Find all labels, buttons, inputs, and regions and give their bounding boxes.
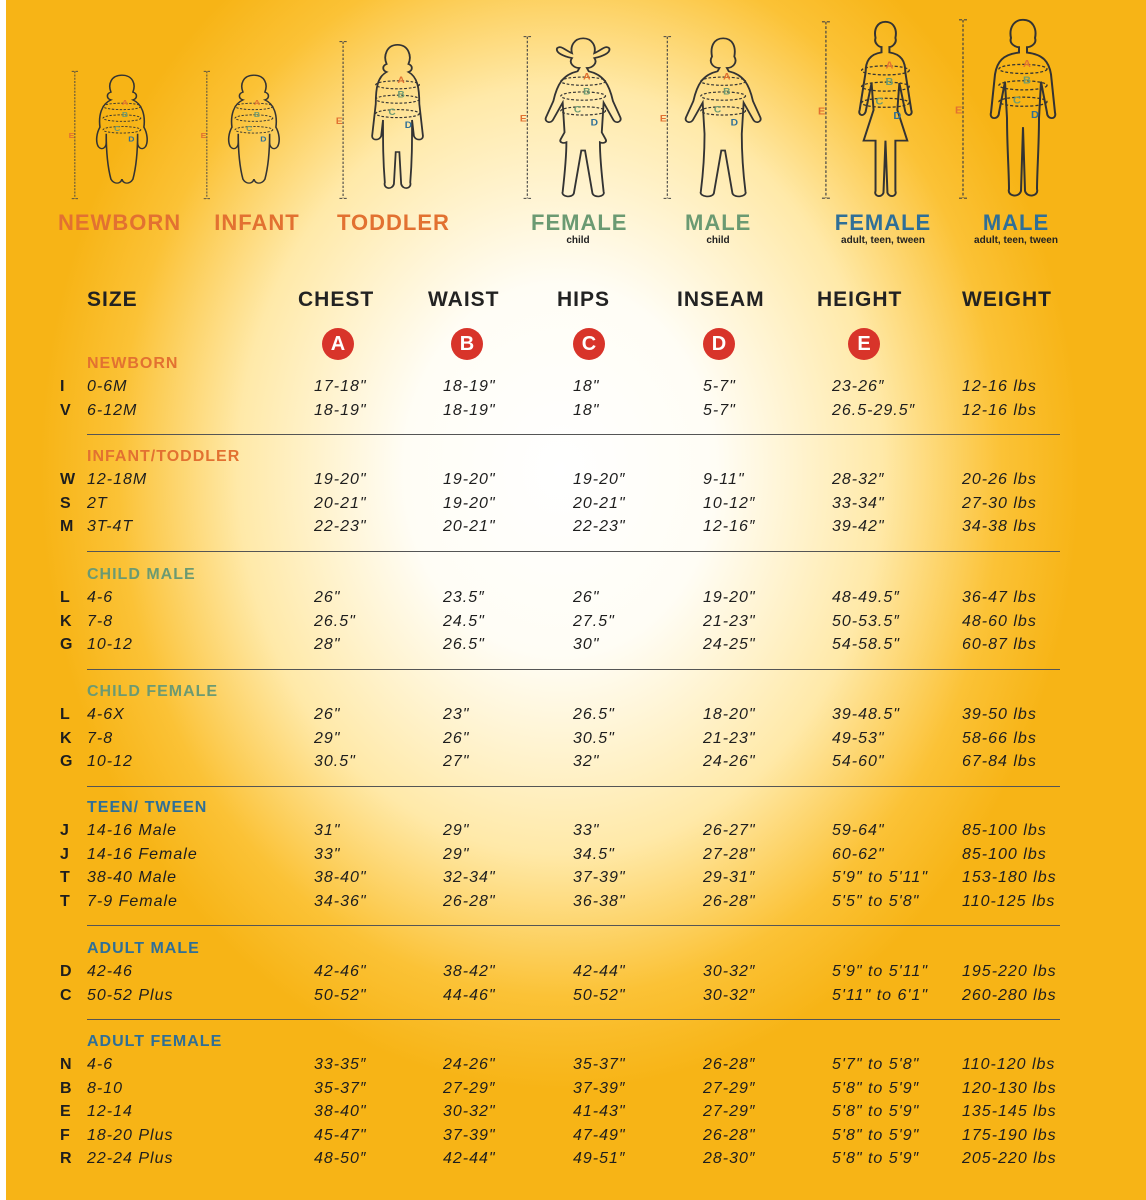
- cell-inseam: 5-7": [703, 401, 736, 419]
- table-row: [0, 471, 1146, 493]
- row-code: R: [60, 1150, 72, 1167]
- measure-letter-d: D: [590, 118, 598, 129]
- cell-size: 6-12M: [87, 401, 138, 419]
- cell-size: 50-52 Plus: [87, 986, 174, 1004]
- cell-waist: 32-34": [443, 869, 496, 886]
- cell-height: 5'8" to 5'9″: [832, 1079, 920, 1097]
- cell-chest: 34-36": [314, 892, 367, 910]
- hip-band: [103, 124, 141, 134]
- male_adult-label: MALE: [982, 210, 1050, 235]
- header-weight: WEIGHT: [962, 288, 1052, 311]
- section-title: NEWBORN: [87, 355, 179, 372]
- cell-hips: 18": [573, 378, 600, 395]
- cell-chest: 26": [314, 589, 341, 606]
- measure-letter-c: C: [114, 124, 121, 133]
- measure-letter-e: E: [955, 104, 963, 117]
- cell-hips: 19-20″: [573, 471, 626, 488]
- male_adult-sublabel: adult, teen, tween: [974, 235, 1058, 246]
- cell-height: 5'11" to 6'1": [832, 986, 929, 1004]
- cell-waist: 18-19": [443, 401, 496, 419]
- table-row: [0, 378, 1146, 400]
- row-code: E: [60, 1103, 71, 1120]
- cell-weight: 205-220 lbs: [962, 1150, 1057, 1167]
- cell-inseam: 26-28": [703, 1126, 756, 1144]
- hip-band: [560, 107, 605, 115]
- cell-size: 7-8: [87, 612, 114, 630]
- measure-letter-e: E: [519, 114, 527, 125]
- measure-letter-b: B: [253, 110, 261, 119]
- infant-figure: [199, 70, 301, 200]
- measure-letter-a: A: [722, 72, 731, 83]
- cell-size: 12-18M: [87, 471, 148, 488]
- row-code: N: [60, 1056, 72, 1073]
- section-title: ADULT MALE: [87, 940, 200, 957]
- cell-inseam: 26-27": [703, 822, 756, 839]
- cell-chest: 28": [314, 636, 341, 653]
- cell-size: 22-24 Plus: [87, 1150, 174, 1167]
- cell-height: 33-34": [832, 494, 885, 512]
- row-code: B: [60, 1079, 72, 1097]
- cell-size: 10-12: [87, 753, 133, 770]
- row-code: G: [60, 753, 73, 770]
- cell-inseam: 30-32″: [703, 963, 756, 980]
- cell-hips: 30.5": [573, 729, 615, 747]
- cell-chest: 48-50″: [314, 1150, 367, 1167]
- cell-inseam: 28-30″: [703, 1150, 756, 1167]
- table-row: [0, 869, 1146, 891]
- hip-band: [235, 124, 273, 134]
- cell-height: 39-42": [832, 518, 885, 535]
- cell-hips: 20-21": [573, 494, 626, 512]
- row-code: W: [60, 471, 76, 488]
- cell-hips: 22-23": [573, 518, 626, 535]
- cell-size: 12-14: [87, 1103, 133, 1120]
- measure-letter-d: D: [1031, 109, 1039, 121]
- cell-height: 28-32″: [832, 471, 885, 488]
- marker-waist: B: [451, 328, 483, 360]
- measure-letter-c: C: [246, 124, 253, 133]
- measure-letter-e: E: [659, 114, 667, 125]
- female_adult-sublabel: adult, teen, tween: [841, 235, 925, 246]
- cell-hips: 36-38": [573, 892, 626, 910]
- cell-chest: 29": [314, 729, 341, 747]
- cell-size: 10-12: [87, 636, 133, 653]
- cell-weight: 135-145 lbs: [962, 1103, 1057, 1120]
- table-row: [0, 987, 1146, 1009]
- cell-height: 5'9" to 5'11": [832, 869, 929, 886]
- cell-waist: 38-42": [443, 963, 496, 980]
- measure-letter-d: D: [404, 119, 413, 130]
- row-code: T: [60, 869, 70, 886]
- cell-weight: 260-280 lbs: [962, 986, 1057, 1004]
- section-title: INFANT/TODDLER: [87, 448, 241, 465]
- cell-size: 4-6: [87, 1056, 114, 1073]
- cell-height: 59-64": [832, 822, 885, 839]
- cell-size: 3T-4T: [87, 518, 134, 535]
- cell-height: 54-60": [832, 753, 885, 770]
- cell-height: 48-49.5″: [832, 589, 900, 606]
- male_child-label: MALE: [685, 210, 752, 235]
- table-row: [0, 1150, 1146, 1172]
- cell-weight: 110-125 lbs: [962, 892, 1056, 910]
- row-code: F: [60, 1126, 70, 1144]
- cell-weight: 67-84 lbs: [962, 753, 1037, 770]
- cell-inseam: 27-28": [703, 845, 756, 863]
- section-divider: [87, 434, 1060, 435]
- measure-letter-a: A: [884, 60, 893, 72]
- cell-weight: 195-220 lbs: [962, 963, 1057, 980]
- measure-letter-e: E: [200, 131, 207, 141]
- table-row: [0, 1103, 1146, 1125]
- cell-chest: 31": [314, 822, 341, 839]
- section-divider: [87, 786, 1060, 787]
- cell-waist: 19-20": [443, 471, 496, 488]
- measure-letter-d: D: [730, 118, 738, 129]
- cell-size: 7-9 Female: [87, 892, 178, 910]
- table-row: [0, 753, 1146, 775]
- cell-hips: 27.5": [573, 612, 615, 630]
- section-title: ADULT FEMALE: [87, 1033, 223, 1050]
- row-code: L: [60, 589, 70, 606]
- cell-chest: 17-18": [314, 378, 367, 395]
- table-row: [0, 613, 1146, 635]
- measure-letter-a: A: [1023, 58, 1031, 70]
- cell-hips: 26.5": [573, 706, 615, 723]
- measure-letter-a: A: [582, 72, 591, 83]
- cell-weight: 60-87 lbs: [962, 636, 1037, 653]
- female_adult-label: FEMALE: [834, 210, 932, 235]
- cell-weight: 36-47 lbs: [962, 589, 1037, 606]
- cell-inseam: 12-16″: [703, 518, 756, 535]
- table-row: [0, 1056, 1146, 1078]
- cell-size: 7-8: [87, 729, 114, 747]
- table-row: [0, 730, 1146, 752]
- table-row: [0, 402, 1146, 424]
- row-code: J: [60, 822, 69, 839]
- cell-chest: 33-35″: [314, 1056, 367, 1073]
- cell-size: 38-40 Male: [87, 869, 178, 886]
- cell-chest: 19-20": [314, 471, 367, 488]
- cell-size: 4-6X: [87, 706, 125, 723]
- male_child-sublabel: child: [706, 235, 730, 246]
- cell-weight: 58-66 lbs: [962, 729, 1037, 747]
- section-divider: [87, 1019, 1060, 1020]
- measure-letter-b: B: [1023, 74, 1031, 87]
- cell-hips: 42-44": [573, 963, 626, 980]
- cell-waist: 42-44": [443, 1150, 496, 1167]
- row-code: C: [60, 986, 72, 1004]
- measure-letter-c: C: [713, 105, 721, 116]
- row-code: D: [60, 963, 72, 980]
- cell-hips: 47-49": [573, 1126, 626, 1144]
- cell-hips: 41-43": [573, 1103, 626, 1120]
- cell-hips: 33": [573, 822, 600, 839]
- cell-hips: 35-37": [573, 1056, 626, 1073]
- header-chest: CHEST: [298, 288, 375, 311]
- marker-inseam: D: [703, 328, 735, 360]
- cell-weight: 175-190 lbs: [962, 1126, 1057, 1144]
- cell-waist: 18-19": [443, 378, 496, 395]
- cell-chest: 38-40": [314, 1103, 367, 1120]
- female_adult-figure: [816, 20, 945, 200]
- cell-height: 39-48.5": [832, 706, 900, 723]
- cell-hips: 37-39″: [573, 1079, 626, 1097]
- measure-letter-e: E: [335, 115, 343, 126]
- cell-inseam: 24-26": [703, 753, 756, 770]
- hip-band: [700, 107, 745, 115]
- table-row: [0, 706, 1146, 728]
- cell-height: 50-53.5″: [832, 612, 900, 630]
- cell-waist: 24-26": [443, 1056, 496, 1073]
- cell-hips: 32": [573, 753, 600, 770]
- row-code: T: [60, 892, 70, 910]
- cell-waist: 19-20": [443, 494, 496, 512]
- header-size: SIZE: [87, 288, 138, 311]
- cell-waist: 26.5": [443, 636, 485, 653]
- measure-letter-b: B: [397, 89, 405, 100]
- table-row: [0, 893, 1146, 915]
- cell-weight: 20-26 lbs: [962, 471, 1037, 488]
- cell-chest: 33": [314, 845, 341, 863]
- cell-weight: 85-100 lbs: [962, 822, 1047, 839]
- cell-waist: 23.5″: [443, 589, 485, 606]
- cell-inseam: 30-32″: [703, 986, 756, 1004]
- male_adult-figure: [953, 18, 1083, 200]
- section-divider: [87, 669, 1060, 670]
- cell-height: 26.5-29.5″: [832, 401, 916, 419]
- row-code: S: [60, 494, 71, 512]
- cell-waist: 20-21": [443, 518, 496, 535]
- cell-inseam: 27-29″: [703, 1079, 756, 1097]
- male_child-figure: [658, 35, 779, 200]
- cell-height: 5'8" to 5'9″: [832, 1150, 920, 1167]
- cell-waist: 24.5": [443, 612, 485, 630]
- cell-hips: 34.5": [573, 845, 615, 863]
- cell-waist: 29": [443, 845, 470, 863]
- cell-size: 42-46: [87, 963, 133, 980]
- measure-letter-c: C: [875, 96, 883, 108]
- cell-weight: 39-50 lbs: [962, 706, 1037, 723]
- cell-inseam: 21-23": [703, 612, 756, 630]
- body-outline: [545, 38, 620, 196]
- cell-hips: 50-52": [573, 986, 626, 1004]
- section-divider: [87, 551, 1060, 552]
- measure-letter-d: D: [260, 135, 267, 144]
- cell-size: 8-10: [87, 1079, 124, 1097]
- marker-chest: A: [322, 328, 354, 360]
- cell-inseam: 21-23": [703, 729, 756, 747]
- measure-letter-d: D: [892, 111, 901, 122]
- measure-letter-b: B: [121, 110, 129, 119]
- cell-weight: 48-60 lbs: [962, 612, 1037, 630]
- row-code: M: [60, 518, 74, 535]
- header-height: HEIGHT: [817, 288, 903, 311]
- cell-weight: 120-130 lbs: [962, 1079, 1057, 1097]
- table-row: [0, 822, 1146, 844]
- cell-inseam: 26-28": [703, 892, 756, 910]
- cell-waist: 27-29″: [443, 1079, 496, 1097]
- cell-size: 4-6: [87, 589, 114, 606]
- header-hips: HIPS: [557, 288, 611, 311]
- toddler-label: TODDLER: [337, 210, 450, 235]
- measure-letter-c: C: [573, 105, 581, 116]
- female_child-label: FEMALE: [531, 210, 628, 235]
- cell-height: 5'8" to 5'9": [832, 1126, 920, 1144]
- cell-inseam: 29-31″: [703, 869, 756, 886]
- row-code: J: [60, 845, 69, 863]
- cell-chest: 26": [314, 706, 341, 723]
- cell-hips: 18": [573, 401, 600, 419]
- cell-height: 5'8" to 5'9": [832, 1103, 920, 1120]
- cell-chest: 50-52": [314, 986, 367, 1004]
- table-row: [0, 1080, 1146, 1102]
- newborn-figure: [67, 70, 169, 200]
- cell-hips: 26": [573, 589, 600, 606]
- cell-height: 5'7" to 5'8": [832, 1056, 920, 1073]
- cell-inseam: 5-7": [703, 378, 736, 395]
- cell-chest: 45-47": [314, 1126, 367, 1144]
- row-code: I: [60, 378, 65, 395]
- measure-letter-e: E: [68, 131, 75, 141]
- cell-weight: 27-30 lbs: [962, 494, 1037, 512]
- cell-weight: 12-16 lbs: [962, 401, 1037, 419]
- cell-chest: 22-23": [314, 518, 367, 535]
- cell-chest: 20-21": [314, 494, 367, 512]
- section-title: CHILD MALE: [87, 566, 196, 583]
- cell-weight: 12-16 lbs: [962, 378, 1037, 395]
- cell-waist: 26-28": [443, 892, 496, 910]
- row-code: G: [60, 636, 73, 653]
- cell-waist: 26": [443, 729, 470, 747]
- table-row: [0, 636, 1146, 658]
- cell-height: 60-62": [832, 845, 885, 863]
- row-code: V: [60, 401, 71, 419]
- measure-letter-b: B: [884, 77, 893, 88]
- cell-size: 14-16 Male: [87, 822, 178, 839]
- measure-letter-d: D: [128, 135, 135, 144]
- cell-chest: 26.5": [314, 612, 356, 630]
- table-row: [0, 963, 1146, 985]
- female_child-sublabel: child: [566, 235, 590, 246]
- cell-chest: 30.5": [314, 753, 356, 770]
- cell-inseam: 26-28″: [703, 1056, 756, 1073]
- cell-inseam: 19-20": [703, 589, 756, 606]
- cell-inseam: 24-25": [703, 636, 756, 653]
- cell-inseam: 10-12″: [703, 494, 756, 512]
- body-outline: [991, 20, 1056, 196]
- cell-waist: 27": [443, 753, 470, 770]
- measure-letter-c: C: [1013, 94, 1021, 107]
- cell-waist: 30-32": [443, 1103, 496, 1120]
- cell-size: 18-20 Plus: [87, 1126, 174, 1144]
- row-code: K: [60, 612, 72, 630]
- cell-chest: 35-37″: [314, 1079, 367, 1097]
- measure-letter-a: A: [397, 74, 405, 86]
- measure-letter-a: A: [121, 98, 129, 107]
- body-outline: [859, 22, 911, 196]
- cell-inseam: 27-29″: [703, 1103, 756, 1120]
- cell-size: 0-6M: [87, 378, 128, 395]
- cell-hips: 37-39": [573, 869, 626, 886]
- marker-height: E: [848, 328, 880, 360]
- cell-waist: 23": [443, 706, 470, 723]
- newborn-label: NEWBORN: [58, 210, 182, 235]
- table-row: [0, 589, 1146, 611]
- measure-letter-b: B: [722, 86, 731, 98]
- cell-chest: 38-40": [314, 869, 367, 886]
- row-code: L: [60, 706, 70, 723]
- cell-weight: 34-38 lbs: [962, 518, 1037, 535]
- table-row: [0, 518, 1146, 540]
- cell-height: 54-58.5": [832, 636, 900, 653]
- cell-weight: 85-100 lbs: [962, 845, 1047, 863]
- measure-letter-c: C: [388, 106, 396, 118]
- cell-hips: 49-51″: [573, 1150, 626, 1167]
- cell-height: 49-53": [832, 729, 885, 747]
- infant-label: INFANT: [214, 210, 300, 235]
- hip-band: [376, 110, 420, 118]
- section-title: TEEN/ TWEEN: [87, 799, 208, 816]
- cell-waist: 44-46": [443, 986, 496, 1004]
- section-divider: [87, 925, 1060, 926]
- cell-inseam: 18-20": [703, 706, 756, 723]
- cell-chest: 18-19": [314, 401, 367, 419]
- measure-letter-e: E: [817, 106, 825, 118]
- cell-waist: 37-39": [443, 1126, 496, 1144]
- row-code: K: [60, 729, 72, 747]
- cell-height: 5'9" to 5'11": [832, 963, 929, 980]
- female_child-figure: [518, 35, 639, 200]
- cell-weight: 110-120 lbs: [962, 1056, 1056, 1073]
- cell-chest: 42-46": [314, 963, 367, 980]
- section-title: CHILD FEMALE: [87, 683, 219, 700]
- header-inseam: INSEAM: [677, 288, 765, 311]
- measure-letter-b: B: [582, 86, 591, 98]
- toddler-figure: [334, 40, 452, 200]
- marker-hips: C: [573, 328, 605, 360]
- cell-size: 14-16 Female: [87, 845, 198, 863]
- cell-hips: 30": [573, 636, 600, 653]
- cell-inseam: 9-11": [703, 471, 745, 488]
- body-outline: [685, 38, 760, 196]
- cell-height: 23-26″: [832, 378, 885, 395]
- cell-waist: 29": [443, 822, 470, 839]
- cell-size: 2T: [87, 494, 108, 512]
- cell-height: 5'5" to 5'8": [832, 892, 920, 910]
- table-row: [0, 1127, 1146, 1149]
- header-waist: WAIST: [428, 288, 500, 311]
- cell-weight: 153-180 lbs: [962, 869, 1057, 886]
- table-row: [0, 495, 1146, 517]
- measure-letter-a: A: [253, 98, 261, 107]
- table-row: [0, 846, 1146, 868]
